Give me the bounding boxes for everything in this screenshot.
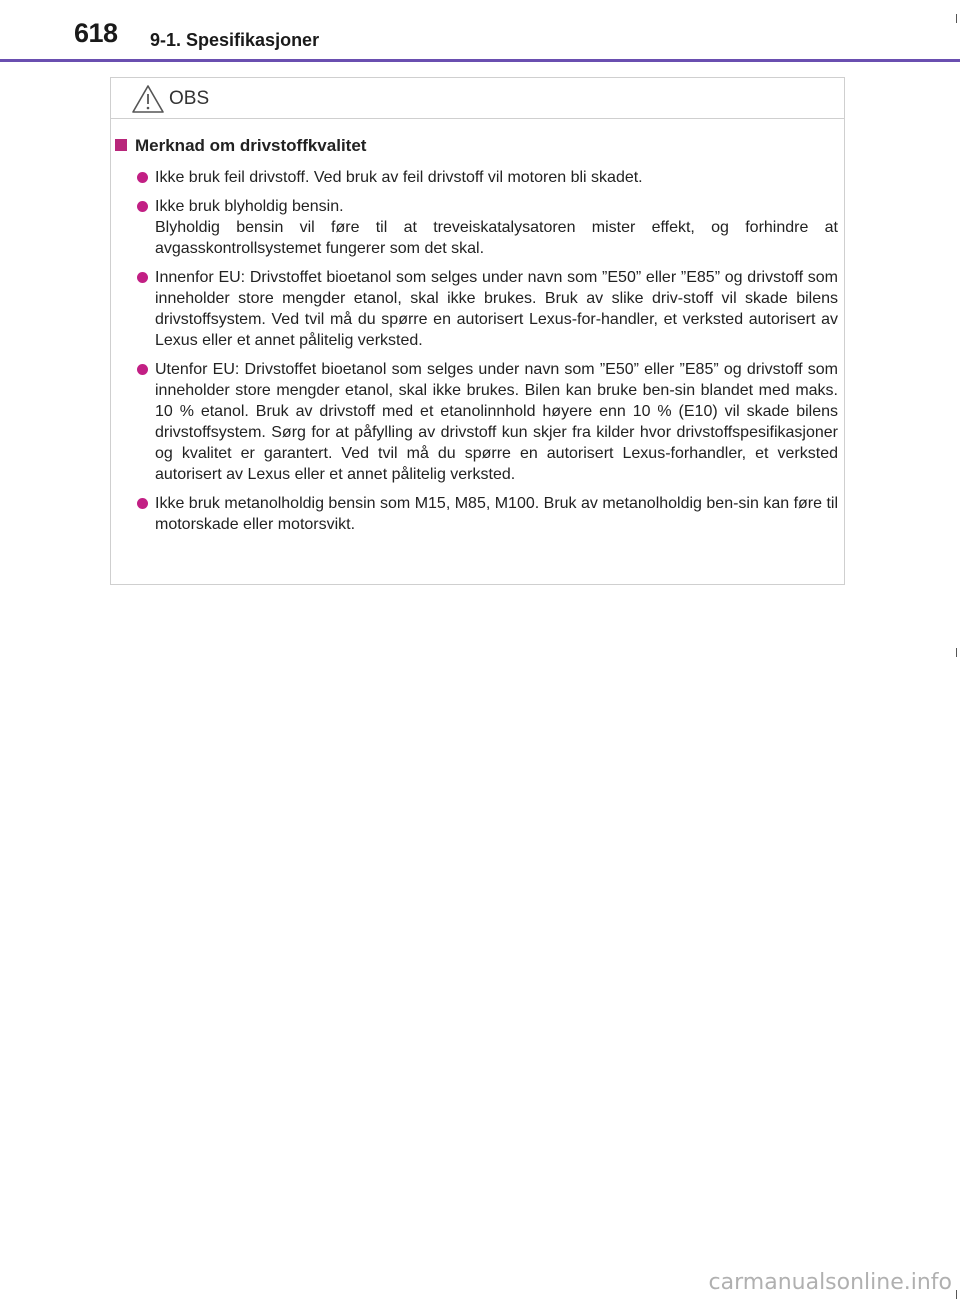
edge-crop-mark xyxy=(956,1290,957,1299)
notice-subheading xyxy=(115,136,835,156)
section-title: 9-1. Spesifikasjoner xyxy=(150,30,320,50)
notice-item-list xyxy=(137,167,838,543)
edge-crop-mark xyxy=(956,648,957,657)
notice-label: OBS xyxy=(169,88,210,109)
round-bullet-icon xyxy=(137,272,148,283)
item-text: Innenfor EU: Drivstoffet bioetanol som selges under navn som ”E50” eller ”E85” og drivstoff som inneholder store mengder etanol, skal ikke brukes. Bruk av slike driv-stoff vil skade bilens drivstoffsystem. Ved tvil må du spørre en autorisert Lexus-for-handler, et verksted autorisert av Lexus eller et annet pålitelig verksted. xyxy=(155,269,838,349)
page-header xyxy=(0,0,960,62)
square-bullet-icon xyxy=(115,139,127,151)
round-bullet-icon xyxy=(137,172,148,183)
item-text: Blyholdig bensin vil føre til at treveiskatalysatoren mister effekt, og forhindre at avgasskontrollsystemet fungerer som det skal. xyxy=(155,219,838,257)
round-bullet-icon xyxy=(137,364,148,375)
round-bullet-icon xyxy=(137,498,148,509)
item-text: Ikke bruk feil drivstoff. Ved bruk av feil drivstoff vil motoren bli skadet. xyxy=(155,169,643,186)
notice-subheading-text: Merknad om drivstoffkvalitet xyxy=(135,136,367,155)
item-text: Ikke bruk metanolholdig bensin som M15, M85, M100. Bruk av metanolholdig ben-sin kan føre til motorskade eller motorsvikt. xyxy=(155,495,839,533)
item-text: Utenfor EU: Drivstoffet bioetanol som selges under navn som ”E50” eller ”E85” og drivstoff som inneholder store mengder etanol, skal ikke brukes. Bilen kan bruke ben-sin blandet med maks. 10 % etanol. Bruk av drivstoff med et etanolinnhold høyere enn 10 % (E10) vil skade bilens drivstoffsystem. Sørg for at påfylling av drivstoff kun skjer fra kilder hvor drivstoffspesifikasjoner og kvalitet er garantert. Ved tvil må du spørre en autorisert Lexus-forhandler, et verksted autorisert av Lexus eller et annet pålitelig verksted. xyxy=(155,361,838,483)
page-number: 618 xyxy=(74,18,118,48)
list-item xyxy=(137,196,838,259)
round-bullet-icon xyxy=(137,201,148,212)
list-item xyxy=(137,167,838,188)
notice-box xyxy=(110,77,845,585)
edge-crop-mark xyxy=(956,14,957,23)
header-rule xyxy=(0,59,960,62)
list-item xyxy=(137,493,838,535)
notice-header xyxy=(111,78,844,119)
item-text: Ikke bruk blyholdig bensin. xyxy=(155,198,344,215)
warning-triangle-icon xyxy=(131,84,165,114)
list-item xyxy=(137,267,838,351)
watermark: carmanualsonline.info xyxy=(708,1270,952,1295)
list-item xyxy=(137,359,838,485)
